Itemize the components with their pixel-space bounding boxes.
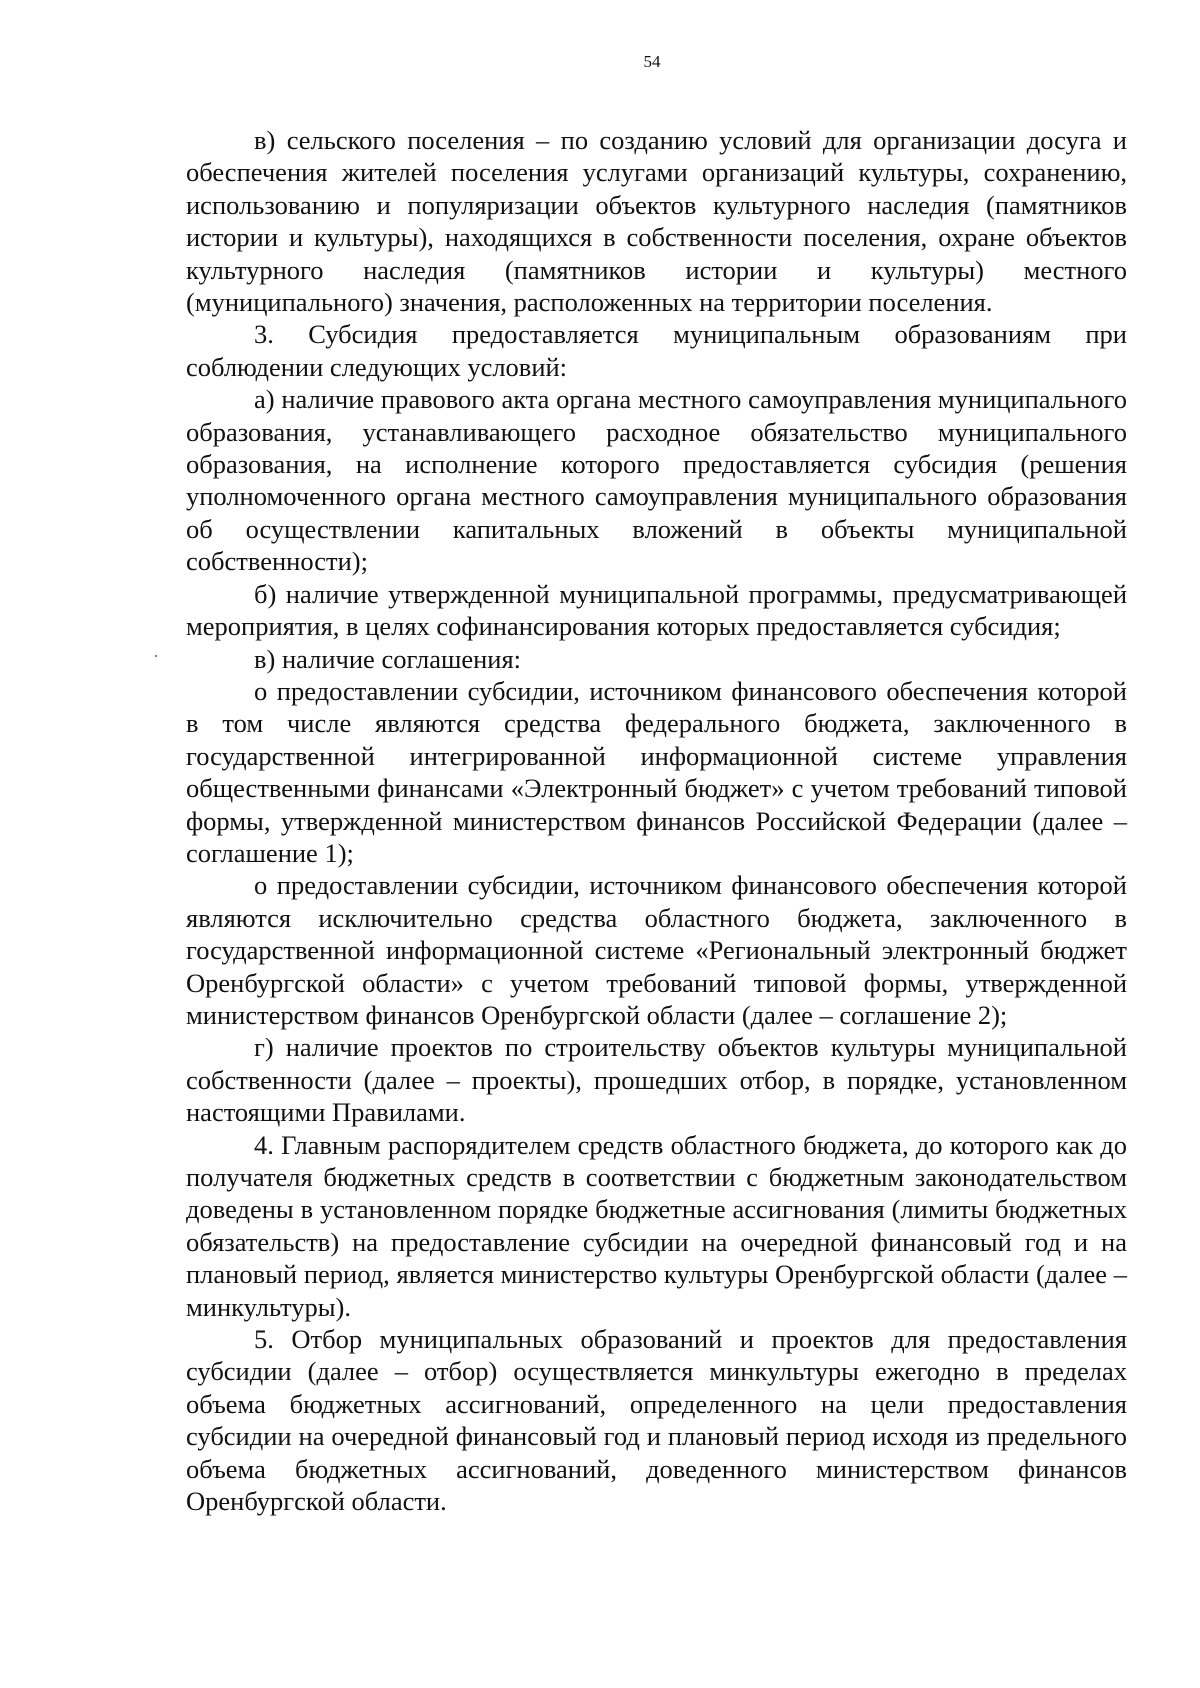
paragraph-agreement-2: о предоставлении субсидии, источником финансового обеспечения которой являются исключительно средства областного бюджета, заключенного в государственной информационной системе «Региональный электронный бюджет Оренбургской области» с учетом требований типовой формы, утвержденной министерством финансов Оренбургской области (далее – соглашение 2); <box>186 870 1127 1030</box>
paragraph-condition-v: в) наличие соглашения: <box>254 643 522 674</box>
paragraph-clause-4: 4. Главным распорядителем средств областного бюджета, до которого как до получателя бюджетных средств в соответствии с бюджетным законодательством доведены в установленном порядке бюджетные ассигнования (лимиты бюджетных обязательств) на предоставление субсидии на очередной финансовый год и на плановый период, является министерство культуры Оренбургской области (далее – минкультуры). <box>186 1129 1127 1322</box>
paragraph-clause-5: 5. Отбор муниципальных образований и проектов для предоставления субсидии (далее – отбор) осуществляется минкультуры ежегодно в пределах объема бюджетных ассигнований, определенного на цели предоставления субсидии на очередной финансовый год и плановый период исходя из предельного объема бюджетных ассигнований, доведенного министерством финансов Оренбургской области. <box>186 1324 1127 1517</box>
page-number: 54 <box>643 52 661 71</box>
paragraph-condition-b: б) наличие утвержденной муниципальной программы, предусматривающей мероприятия, в целях софинансирования которых предоставляется субсидия; <box>186 578 1127 642</box>
document-body <box>186 124 1127 1517</box>
paragraph-condition-a: а) наличие правового акта органа местного самоуправления муниципального образования, устанавливающего расходное обязательство муниципального образования, на исполнение которого предоставляется субсидия (решения уполномоченного органа местного самоуправления муниципального образования об осуществлении капитальных вложений в объекты муниципальной собственности); <box>186 384 1127 577</box>
paragraph-clause-3: 3. Субсидия предоставляется муниципальным образованиям при соблюдении следующих условий: <box>186 319 1127 382</box>
paragraph-condition-g: г) наличие проектов по строительству объектов культуры муниципальной собственности (далее – проекты), прошедших отбор, в порядке, установленном настоящими Правилами. <box>186 1032 1127 1128</box>
paragraph-agreement-1: о предоставлении субсидии, источником финансового обеспечения которой в том числе являются средства федерального бюджета, заключенного в государственной интегрированной информационной системе управления общественными финансами «Электронный бюджет» с учетом требований типовой формы, утвержденной министерством финансов Российской Федерации (далее – соглашение 1); <box>186 675 1127 868</box>
paragraph-rural-settlement: в) сельского поселения – по созданию условий для организации досуга и обеспечения жителей поселения услугами организаций культуры, сохранению, использованию и популяризации объектов культурного наследия (памятников истории и культуры), находящихся в собственности поселения, охране объектов культурного наследия (памятников истории и культуры) местного (муниципального) значения, расположенных на территории поселения. <box>186 125 1127 318</box>
scan-speck <box>155 655 157 657</box>
